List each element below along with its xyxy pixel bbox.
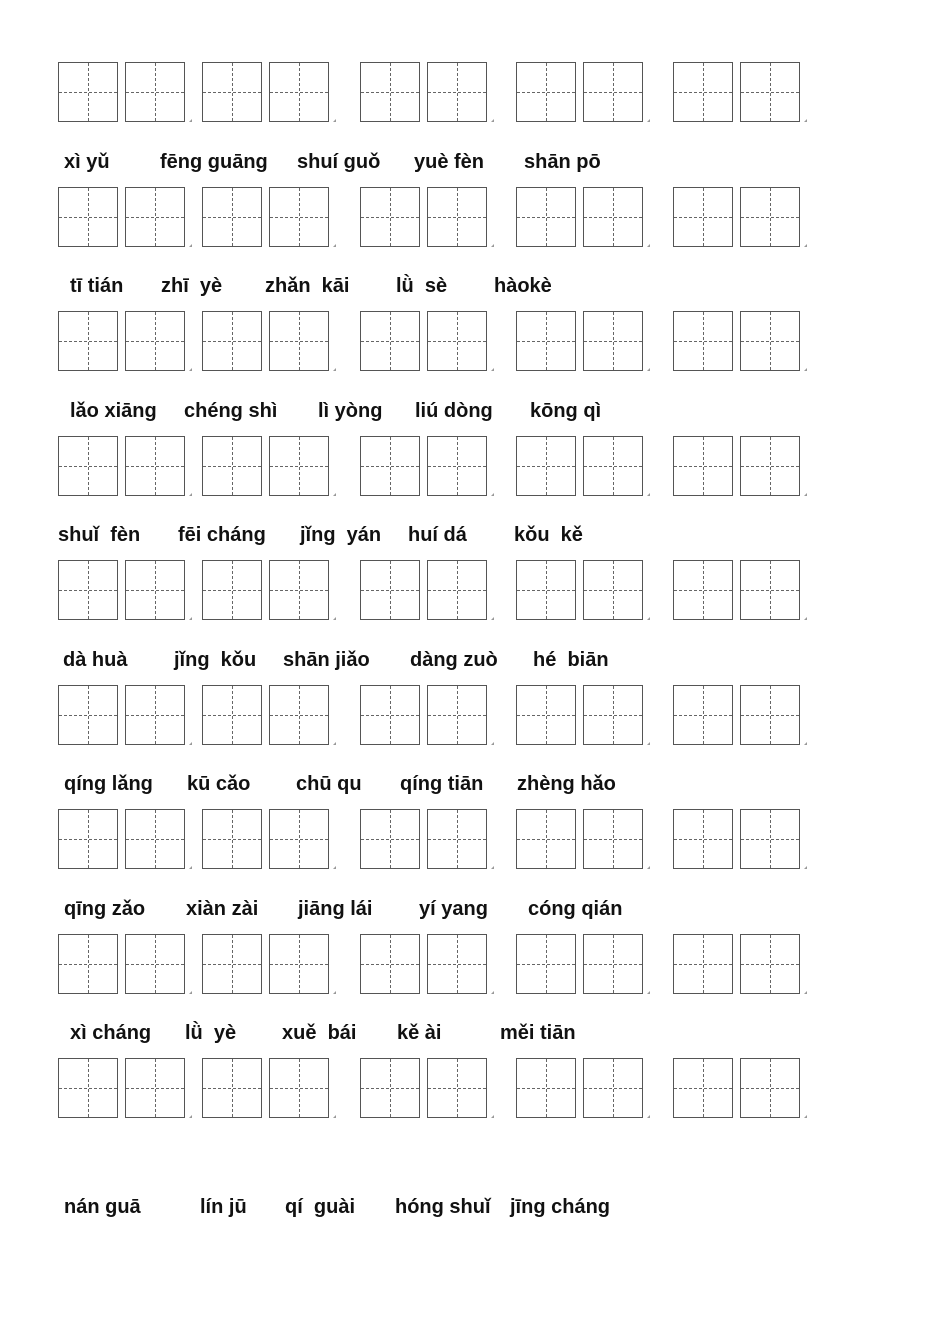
writing-cell (740, 62, 800, 122)
writing-cell (202, 187, 262, 247)
writing-cell (269, 1058, 329, 1118)
writing-cell (125, 311, 185, 371)
writing-cell (583, 187, 643, 247)
writing-cell (583, 1058, 643, 1118)
writing-cell (516, 560, 576, 620)
corner-mark (804, 240, 807, 247)
writing-box-pair-4 (516, 436, 646, 496)
writing-box-pair-4 (516, 809, 646, 869)
corner-mark (804, 862, 807, 869)
pinyin-word: shān jiǎo (283, 649, 370, 671)
writing-box-pair-4 (516, 1058, 646, 1118)
writing-box-pair-5 (673, 934, 803, 994)
writing-box-pair-2 (202, 62, 332, 122)
writing-box-pair-1 (58, 436, 188, 496)
writing-cell (516, 685, 576, 745)
writing-cell (360, 187, 420, 247)
pinyin-word: hé biān (533, 649, 609, 671)
writing-cell (202, 1058, 262, 1118)
writing-cell (583, 62, 643, 122)
writing-box-pair-5 (673, 560, 803, 620)
writing-cell (125, 560, 185, 620)
writing-box-pair-3 (360, 62, 490, 122)
pinyin-word: xuě bái (282, 1022, 357, 1044)
writing-box-pair-1 (58, 809, 188, 869)
pinyin-word: kǒu kě (514, 524, 583, 546)
writing-box-pair-2 (202, 1058, 332, 1118)
writing-cell (673, 436, 733, 496)
pinyin-word: shān pō (524, 151, 601, 173)
writing-cell (202, 436, 262, 496)
writing-cell (58, 809, 118, 869)
writing-cell (202, 560, 262, 620)
character-grid-row-4 (0, 436, 950, 498)
writing-box-pair-3 (360, 809, 490, 869)
corner-mark (647, 115, 650, 122)
character-grid-row-1 (0, 62, 950, 124)
corner-mark (491, 240, 494, 247)
writing-cell (360, 62, 420, 122)
pinyin-word: chū qu (296, 773, 362, 795)
corner-mark (333, 240, 336, 247)
corner-mark (804, 738, 807, 745)
corner-mark (491, 738, 494, 745)
corner-mark (333, 489, 336, 496)
pinyin-word: tī tián (70, 275, 124, 297)
writing-cell (427, 934, 487, 994)
corner-mark (333, 115, 336, 122)
pinyin-word: qíng tiān (400, 773, 484, 795)
writing-cell (202, 62, 262, 122)
corner-mark (647, 738, 650, 745)
writing-cell (269, 809, 329, 869)
pinyin-word: cóng qián (528, 898, 623, 920)
writing-box-pair-2 (202, 560, 332, 620)
character-grid-row-6 (0, 685, 950, 747)
writing-cell (740, 1058, 800, 1118)
corner-mark (189, 489, 192, 496)
corner-mark (491, 613, 494, 620)
writing-cell (269, 436, 329, 496)
corner-mark (804, 613, 807, 620)
writing-cell (269, 62, 329, 122)
writing-box-pair-3 (360, 1058, 490, 1118)
corner-mark (491, 1111, 494, 1118)
writing-cell (58, 436, 118, 496)
writing-cell (516, 311, 576, 371)
writing-cell (125, 934, 185, 994)
writing-cell (427, 809, 487, 869)
writing-cell (516, 1058, 576, 1118)
corner-mark (491, 364, 494, 371)
corner-mark (647, 240, 650, 247)
writing-cell (58, 311, 118, 371)
writing-box-pair-2 (202, 934, 332, 994)
pinyin-row-5 (0, 647, 950, 673)
writing-box-pair-1 (58, 62, 188, 122)
writing-cell (58, 934, 118, 994)
writing-box-pair-5 (673, 187, 803, 247)
writing-cell (740, 560, 800, 620)
corner-mark (804, 115, 807, 122)
writing-box-pair-2 (202, 187, 332, 247)
pinyin-word: nán guā (64, 1196, 141, 1218)
pinyin-word: hóng shuǐ (395, 1196, 491, 1218)
corner-mark (333, 987, 336, 994)
pinyin-word: shuǐ fèn (58, 524, 141, 546)
pinyin-word: fēng guāng (160, 151, 268, 173)
pinyin-word: kōng qì (530, 400, 602, 422)
corner-mark (647, 987, 650, 994)
writing-box-pair-4 (516, 311, 646, 371)
corner-mark (189, 862, 192, 869)
corner-mark (189, 240, 192, 247)
writing-box-pair-2 (202, 311, 332, 371)
writing-cell (673, 1058, 733, 1118)
writing-box-pair-3 (360, 187, 490, 247)
writing-cell (583, 934, 643, 994)
pinyin-word: yuè fèn (414, 151, 485, 173)
pinyin-word: jiāng lái (298, 898, 373, 920)
writing-cell (673, 62, 733, 122)
writing-cell (269, 311, 329, 371)
writing-cell (125, 187, 185, 247)
pinyin-row-9 (0, 1194, 950, 1220)
pinyin-word: qíng lǎng (64, 773, 153, 795)
pinyin-word: zhèng hǎo (517, 773, 616, 795)
writing-cell (516, 934, 576, 994)
writing-box-pair-2 (202, 809, 332, 869)
writing-box-pair-3 (360, 436, 490, 496)
corner-mark (804, 987, 807, 994)
corner-mark (189, 613, 192, 620)
writing-cell (269, 560, 329, 620)
writing-cell (740, 809, 800, 869)
pinyin-word: fēi cháng (178, 524, 266, 546)
pinyin-word: qīng zǎo (64, 898, 146, 920)
writing-cell (269, 187, 329, 247)
writing-box-pair-1 (58, 1058, 188, 1118)
corner-mark (333, 613, 336, 620)
writing-cell (360, 560, 420, 620)
writing-cell (740, 311, 800, 371)
pinyin-word: yí yang (419, 898, 488, 920)
writing-cell (125, 809, 185, 869)
corner-mark (647, 1111, 650, 1118)
pinyin-word: huí dá (408, 524, 467, 546)
writing-cell (202, 809, 262, 869)
writing-cell (125, 685, 185, 745)
corner-mark (491, 862, 494, 869)
corner-mark (189, 364, 192, 371)
pinyin-word: lǜ sè (396, 275, 448, 297)
writing-cell (202, 934, 262, 994)
writing-cell (427, 187, 487, 247)
pinyin-word: hàokè (494, 275, 552, 297)
writing-cell (360, 436, 420, 496)
character-grid-row-3 (0, 311, 950, 373)
corner-mark (491, 489, 494, 496)
writing-box-pair-3 (360, 685, 490, 745)
writing-cell (583, 809, 643, 869)
character-grid-row-2 (0, 187, 950, 249)
writing-cell (583, 560, 643, 620)
writing-box-pair-2 (202, 685, 332, 745)
writing-box-pair-3 (360, 311, 490, 371)
pinyin-word: lín jū (200, 1196, 247, 1218)
pinyin-row-4 (0, 522, 950, 548)
corner-mark (189, 115, 192, 122)
writing-cell (58, 560, 118, 620)
character-grid-row-5 (0, 560, 950, 622)
writing-cell (269, 685, 329, 745)
writing-box-pair-5 (673, 685, 803, 745)
writing-box-pair-1 (58, 685, 188, 745)
writing-box-pair-2 (202, 436, 332, 496)
writing-box-pair-4 (516, 934, 646, 994)
writing-cell (58, 1058, 118, 1118)
corner-mark (491, 987, 494, 994)
character-grid-row-9 (0, 1058, 950, 1120)
corner-mark (333, 862, 336, 869)
pinyin-word: jǐng kǒu (174, 649, 257, 671)
pinyin-word: xiàn zài (186, 898, 259, 920)
writing-box-pair-5 (673, 1058, 803, 1118)
writing-cell (673, 809, 733, 869)
writing-cell (58, 685, 118, 745)
corner-mark (189, 738, 192, 745)
writing-box-pair-5 (673, 62, 803, 122)
writing-cell (125, 1058, 185, 1118)
writing-cell (673, 934, 733, 994)
pinyin-word: lì yòng (318, 400, 383, 422)
writing-cell (58, 187, 118, 247)
pinyin-word: jīng cháng (510, 1196, 610, 1218)
pinyin-row-1 (0, 149, 950, 175)
writing-box-pair-5 (673, 311, 803, 371)
corner-mark (333, 1111, 336, 1118)
writing-cell (583, 685, 643, 745)
pinyin-row-2 (0, 273, 950, 299)
writing-cell (673, 187, 733, 247)
writing-box-pair-1 (58, 311, 188, 371)
writing-cell (360, 311, 420, 371)
corner-mark (804, 1111, 807, 1118)
writing-cell (583, 311, 643, 371)
writing-cell (740, 187, 800, 247)
pinyin-word: liú dòng (415, 400, 493, 422)
corner-mark (647, 489, 650, 496)
pinyin-word: qí guài (285, 1196, 355, 1218)
writing-cell (427, 560, 487, 620)
pinyin-word: zhǎn kāi (265, 275, 350, 297)
corner-mark (189, 1111, 192, 1118)
writing-cell (516, 436, 576, 496)
writing-box-pair-4 (516, 560, 646, 620)
pinyin-word: dàng zuò (410, 649, 498, 671)
corner-mark (491, 115, 494, 122)
corner-mark (647, 364, 650, 371)
pinyin-word: dà huà (63, 649, 128, 671)
writing-cell (583, 436, 643, 496)
writing-box-pair-1 (58, 560, 188, 620)
writing-cell (740, 934, 800, 994)
writing-cell (427, 685, 487, 745)
writing-box-pair-4 (516, 62, 646, 122)
corner-mark (647, 862, 650, 869)
writing-box-pair-4 (516, 685, 646, 745)
writing-cell (516, 809, 576, 869)
pinyin-row-7 (0, 896, 950, 922)
pinyin-row-3 (0, 398, 950, 424)
writing-cell (360, 685, 420, 745)
pinyin-word: lǜ yè (185, 1022, 237, 1044)
writing-cell (360, 809, 420, 869)
writing-box-pair-3 (360, 934, 490, 994)
pinyin-word: chéng shì (184, 400, 278, 422)
corner-mark (804, 489, 807, 496)
writing-cell (58, 62, 118, 122)
pinyin-word: lǎo xiāng (70, 400, 157, 422)
writing-cell (427, 311, 487, 371)
writing-cell (202, 311, 262, 371)
writing-cell (673, 685, 733, 745)
writing-box-pair-1 (58, 934, 188, 994)
writing-cell (516, 62, 576, 122)
writing-cell (673, 560, 733, 620)
pinyin-word: měi tiān (500, 1022, 576, 1044)
writing-box-pair-5 (673, 809, 803, 869)
pinyin-row-8 (0, 1020, 950, 1046)
writing-cell (202, 685, 262, 745)
pinyin-word: jǐng yán (300, 524, 382, 546)
pinyin-word: zhī yè (161, 275, 223, 297)
writing-cell (360, 934, 420, 994)
pinyin-word: kū cǎo (187, 773, 251, 795)
writing-box-pair-1 (58, 187, 188, 247)
pinyin-row-6 (0, 771, 950, 797)
writing-cell (427, 436, 487, 496)
writing-cell (516, 187, 576, 247)
corner-mark (189, 987, 192, 994)
writing-cell (673, 311, 733, 371)
corner-mark (333, 738, 336, 745)
writing-box-pair-4 (516, 187, 646, 247)
corner-mark (804, 364, 807, 371)
corner-mark (647, 613, 650, 620)
writing-cell (427, 62, 487, 122)
pinyin-word: xì yǔ (64, 151, 110, 173)
writing-cell (740, 685, 800, 745)
pinyin-word: xì cháng (70, 1022, 152, 1044)
writing-box-pair-3 (360, 560, 490, 620)
writing-cell (360, 1058, 420, 1118)
corner-mark (333, 364, 336, 371)
pinyin-word: kě ài (397, 1022, 442, 1044)
writing-cell (125, 62, 185, 122)
writing-cell (740, 436, 800, 496)
writing-cell (269, 934, 329, 994)
character-grid-row-7 (0, 809, 950, 871)
pinyin-word: shuí guǒ (297, 151, 381, 173)
writing-box-pair-5 (673, 436, 803, 496)
writing-cell (427, 1058, 487, 1118)
writing-cell (125, 436, 185, 496)
character-grid-row-8 (0, 934, 950, 996)
